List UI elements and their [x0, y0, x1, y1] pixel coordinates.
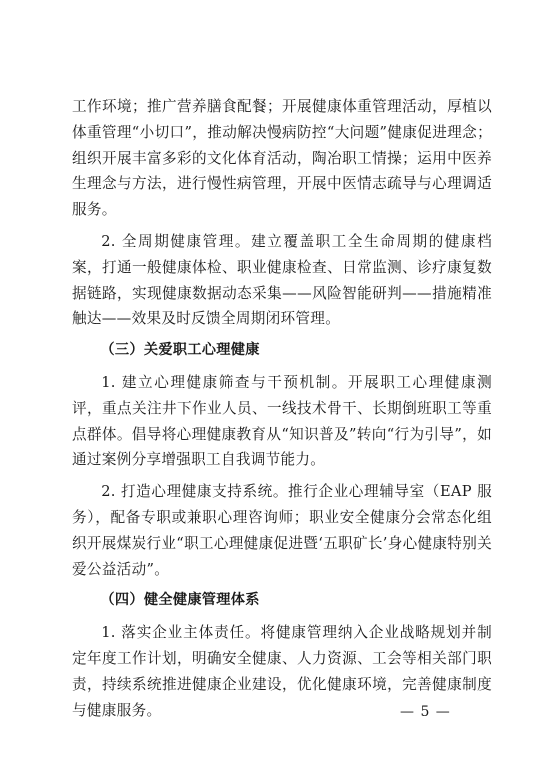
paragraph-full-cycle-health: 2. 全周期健康管理。建立覆盖职工全生命周期的健康档案，打通一般健康体检、职业健康检查、日常监测、诊疗康复数据链路，实现健康数据动态采集——风险智能研判——措施精准触达——效果及时反馈全周期闭环管理。: [72, 232, 492, 328]
paragraph-continued: 工作环境；推广营养膳食配餐；开展健康体重管理活动，厚植以体重管理“小切口”，推动解决慢病防控“大问题”健康促进理念；组织开展丰富多彩的文化体育活动，陶冶职工情操；运用中医养生理念与方法，进行慢性病管理，开展中医情志疏导与心理调适服务。: [72, 98, 492, 219]
section-heading-mental-health: （三）关爱职工心理健康: [100, 342, 260, 359]
paragraph-enterprise-responsibility: 1. 落实企业主体责任。将健康管理纳入企业战略规划并制定年度工作计划，明确安全健康、人力资源、工会等相关部门职责，持续系统推进健康企业建设，优化健康环境，完善健康制度与健康服务。: [72, 624, 492, 719]
page-number: — 5 —: [400, 704, 451, 720]
paragraph-support-system: 2. 打造心理健康支持系统。推行企业心理辅导室（EAP 服务），配备专职或兼职心理咨询师；职业安全健康分会常态化组织开展煤炭行业“职工心理健康促进暨‘五职矿长’身心健康特别关爱公益活动”。: [72, 483, 492, 578]
paragraph-screening-intervention: 1. 建立心理健康筛查与干预机制。开展职工心理健康测评，重点关注井下作业人员、一线技术骨干、长期倒班职工等重点群体。倡导将心理健康教育从“知识普及”转向“行为引导”，如通过案例分享增强职工自我调节能力。: [72, 373, 492, 469]
section-heading-management-system: （四）健全健康管理体系: [100, 592, 260, 609]
document-body: [72, 94, 492, 723]
